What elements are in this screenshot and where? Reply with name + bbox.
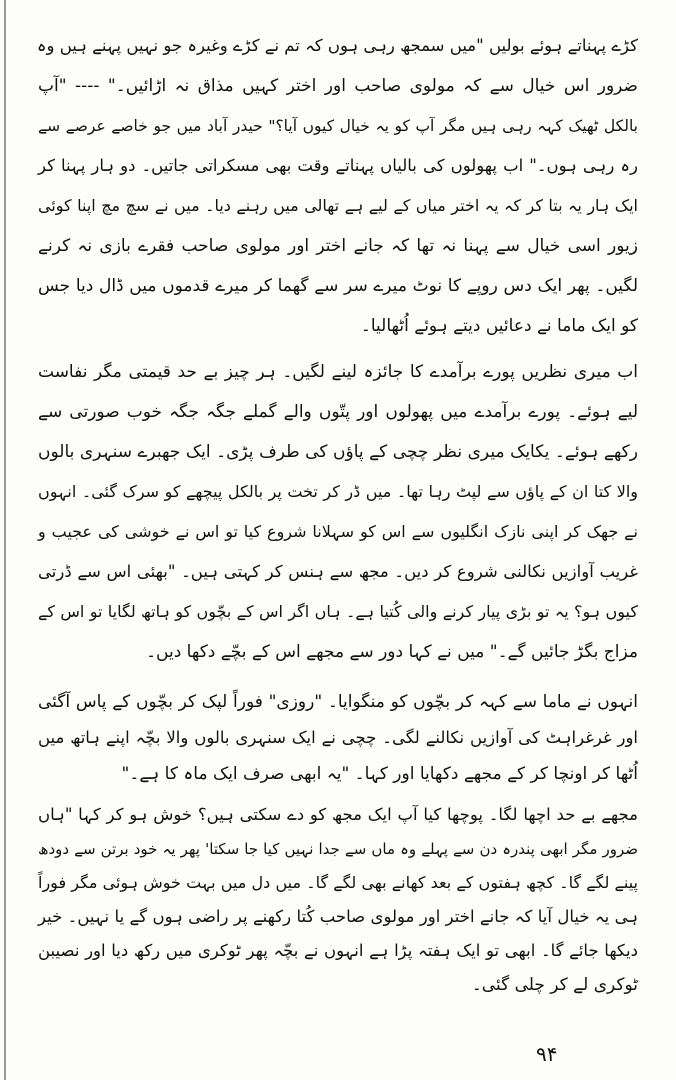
text-line: انہوں نے ماما سے کہہ کر بچّوں کو منگوایا۔ "روزی" فوراً لپک کر بچّوں کے پاس آگئی [38, 692, 638, 712]
paragraph [38, 26, 638, 346]
text-line: غریب آوازیں نکالنی شروع کر دیں۔ مجھ سے ہنس کر کہتی ہیں۔ "بھئی اس سے ڈرتی [38, 562, 638, 581]
text-line: ٹوکری لے کر چلی گئی۔ [471, 975, 638, 995]
text-line: والا کتا ان کے پاؤں سے لپٹ رہا تھا۔ میں ڈر کر تخت پر بالکل پیچھے کو سرک گئی۔ انہوں [38, 482, 638, 501]
text-line: اور غرغراہٹ کی آوازیں نکالنے لگی۔ چچی نے ایک سنہری بالوں والا بچّہ اپنے ہاتھ میں [38, 728, 638, 747]
page-number: ۹۴ [536, 1042, 558, 1066]
paragraph [38, 352, 638, 672]
scan-edge-divider [4, 0, 6, 1080]
text-line: مجھے بے حد اچھا لگا۔ پوچھا کیا آپ ایک مجھ کو دے سکتی ہیں؟ خوش ہو کر کہا "ہاں [38, 805, 638, 824]
text-line: لیے ہوئے۔ پورے برآمدے میں پھولوں اور پتّوں والے گملے جگہ جگہ خوب صورتی سے [38, 402, 638, 422]
text-line: ضرور اس خیال سے کہ مولوی صاحب اور اختر کہیں مذاق نہ اڑائیں۔" ---- "آپ [38, 76, 638, 96]
text-line: کیوں ہو؟ یہ تو بڑی پیار کرنے والی کُتیا ہے۔ ہاں اگر اس کے بچّوں کو ہاتھ لگایا تو اس کے [38, 602, 638, 621]
paragraph [38, 684, 638, 792]
text-line: کڑے پہناتے ہوئے بولیں "میں سمجھ رہی ہوں کہ تم نے کڑے وغیرہ جو نہیں پہنے ہیں وہ [36, 36, 638, 55]
page-body [38, 26, 638, 1002]
text-line: رکھے ہوئے۔ یکایک میری نظر چچی کے پاؤں کی طرف پڑی۔ ایک جھبرے سنہری بالوں [38, 442, 638, 462]
text-line: مزاج بگڑ جائیں گے۔" میں نے کہا دور سے مجھے اس کے بچّے دکھا دیں۔ [146, 642, 638, 662]
text-line: ایک ہار یہ بتا کر کہ یہ اختر میاں کے لیے ہے تھالی میں رہنے دیا۔ میں نے سچ مچ اپنا کوئی [38, 196, 638, 215]
text-line: پینے لگے گا۔ کچھ ہفتوں کے بعد کھانے بھی لگے گا۔ میں دل میں بہت خوش ہوئی مگر فوراً [38, 873, 638, 892]
text-line: زیور اسی خیال سے پہنا نہ تھا کہ جانے اختر اور مولوی صاحب فقرے بازی نہ کرنے [38, 236, 638, 256]
text-line: اُٹھا کر اونچا کر کے مجھے دکھایا اور کہا۔ "یہ ابھی صرف ایک ماہ کا ہے۔" [121, 764, 638, 784]
text-line: اب میری نظریں پورے برآمدے کا جائزہ لینے لگیں۔ ہر چیز بے حد قیمتی مگر نفاست [38, 362, 638, 382]
text-line: ہی یہ خیال آیا کہ جانے اختر اور مولوی صاحب کُتا رکھنے پر راضی ہوں گے یا نہیں۔ خیر [38, 907, 638, 926]
text-line: کو ایک ماما نے دعائیں دیتے ہوئے اُٹھالیا۔ [360, 316, 638, 336]
text-line: لگیں۔ پھر ایک دس روپے کا نوٹ میرے سر سے گھما کر میرے قدموں میں ڈال دیا جس [38, 276, 638, 296]
text-line: ضرور مگر ابھی پندرہ دن سے پہلے وہ ماں سے جدا نہیں کیا جا سکتا' پھر یہ خود برتن سے دودھ [38, 840, 638, 858]
text-line: بالکل ٹھیک کہہ رہی ہیں مگر آپ کو یہ خیال کیوں آیا؟" حیدر آباد میں جو خاصے عرصے سے [38, 117, 638, 135]
paragraph [38, 798, 638, 1002]
text-line: نے جھک کر اپنی نازک انگلیوں سے اس کو سہلانا شروع کیا تو اس نے خوشی کی عجیب و [38, 522, 638, 541]
text-line: رہ رہی ہوں۔" اب پھولوں کی بالیاں پہناتے وقت بھی مسکراتی جاتیں۔ دو ہار پہنا کر [38, 156, 638, 175]
text-line: دیکھا جائے گا۔ ابھی تو ایک ہفتہ پڑا ہے انہوں نے بچّہ پھر ٹوکری میں رکھ دیا اور نصیبن [38, 941, 638, 960]
